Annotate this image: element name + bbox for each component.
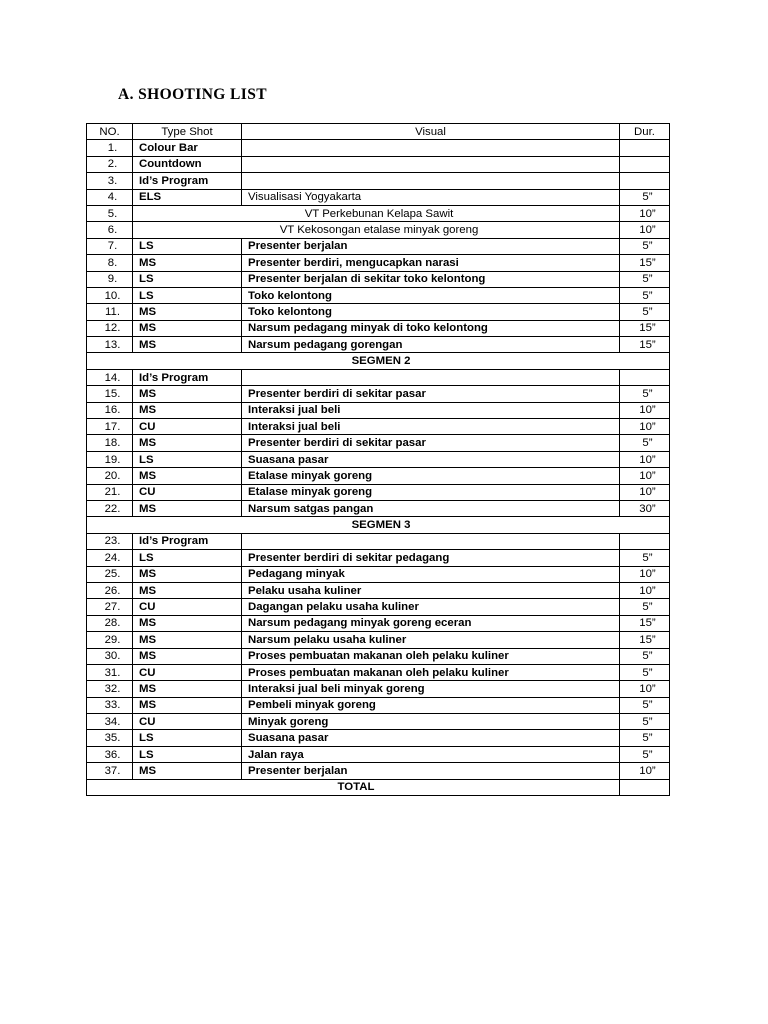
table-row [87, 287, 670, 303]
row-visual: Pembeli minyak goreng [242, 697, 620, 713]
table-row [87, 763, 670, 779]
row-no: 33. [87, 697, 133, 713]
row-duration: 5” [620, 435, 670, 451]
row-no: 8. [87, 255, 133, 271]
table-row [87, 386, 670, 402]
row-no: 26. [87, 582, 133, 598]
row-no: 30. [87, 648, 133, 664]
table-row [87, 484, 670, 500]
table-row [87, 337, 670, 353]
row-no: 12. [87, 320, 133, 336]
row-type: MS [133, 566, 242, 582]
row-no: 11. [87, 304, 133, 320]
row-no: 31. [87, 664, 133, 680]
row-visual: VT Perkebunan Kelapa Sawit [133, 205, 620, 221]
row-type: MS [133, 582, 242, 598]
table-row [87, 746, 670, 762]
row-duration: 5” [620, 648, 670, 664]
row-visual: Narsum pedagang minyak goreng eceran [242, 615, 620, 631]
row-duration: 5” [620, 714, 670, 730]
table-row [87, 550, 670, 566]
row-duration: 5” [620, 304, 670, 320]
row-no: 22. [87, 500, 133, 516]
row-duration [620, 173, 670, 189]
row-no: 37. [87, 763, 133, 779]
row-type: MS [133, 697, 242, 713]
row-no: 1. [87, 140, 133, 156]
table-row [87, 320, 670, 336]
table-row [87, 566, 670, 582]
row-type: MS [133, 681, 242, 697]
row-no: 9. [87, 271, 133, 287]
table-row [87, 632, 670, 648]
row-type: MS [133, 632, 242, 648]
row-no: 25. [87, 566, 133, 582]
row-no: 32. [87, 681, 133, 697]
row-duration: 15” [620, 337, 670, 353]
row-duration: 15” [620, 615, 670, 631]
row-visual: Narsum pedagang minyak di toko kelontong [242, 320, 620, 336]
row-no: 2. [87, 156, 133, 172]
shooting-list-table [86, 123, 670, 796]
table-row [87, 730, 670, 746]
row-type: MS [133, 386, 242, 402]
table-row [87, 697, 670, 713]
row-no: 14. [87, 369, 133, 385]
row-visual: Presenter berjalan di sekitar toko kelontong [242, 271, 620, 287]
row-no: 17. [87, 419, 133, 435]
row-visual [242, 533, 620, 549]
segment-2-label: SEGMEN 2 [87, 353, 670, 369]
row-visual: Pelaku usaha kuliner [242, 582, 620, 598]
row-duration: 15” [620, 255, 670, 271]
row-type: LS [133, 746, 242, 762]
row-visual: Presenter berdiri di sekitar pedagang [242, 550, 620, 566]
row-no: 16. [87, 402, 133, 418]
row-visual: Visualisasi Yogyakarta [242, 189, 620, 205]
row-no: 36. [87, 746, 133, 762]
row-type: Id’s Program [133, 173, 242, 189]
row-type: CU [133, 664, 242, 680]
total-value [620, 779, 670, 795]
row-visual: Dagangan pelaku usaha kuliner [242, 599, 620, 615]
row-visual: VT Kekosongan etalase minyak goreng [133, 222, 620, 238]
row-no: 29. [87, 632, 133, 648]
row-type: MS [133, 304, 242, 320]
row-visual: Jalan raya [242, 746, 620, 762]
row-visual: Proses pembuatan makanan oleh pelaku kuliner [242, 648, 620, 664]
row-type: Id’s Program [133, 533, 242, 549]
row-no: 21. [87, 484, 133, 500]
table-row [87, 500, 670, 516]
row-visual: Presenter berdiri, mengucapkan narasi [242, 255, 620, 271]
row-duration: 5” [620, 664, 670, 680]
table-row [87, 255, 670, 271]
segment-row [87, 517, 670, 533]
row-visual: Interaksi jual beli [242, 402, 620, 418]
row-no: 10. [87, 287, 133, 303]
row-no: 18. [87, 435, 133, 451]
row-type: MS [133, 500, 242, 516]
row-duration [620, 369, 670, 385]
row-no: 15. [87, 386, 133, 402]
table-row [87, 205, 670, 221]
row-type: MS [133, 468, 242, 484]
row-no: 6. [87, 222, 133, 238]
row-duration: 10” [620, 205, 670, 221]
table-row [87, 648, 670, 664]
row-type: LS [133, 550, 242, 566]
row-duration: 10” [620, 763, 670, 779]
row-visual: Etalase minyak goreng [242, 484, 620, 500]
row-visual: Interaksi jual beli minyak goreng [242, 681, 620, 697]
row-visual: Presenter berjalan [242, 763, 620, 779]
row-duration: 5” [620, 189, 670, 205]
row-type: CU [133, 599, 242, 615]
row-type: MS [133, 255, 242, 271]
row-type: CU [133, 714, 242, 730]
total-row [87, 779, 670, 795]
row-duration: 5” [620, 271, 670, 287]
row-no: 19. [87, 451, 133, 467]
total-label: TOTAL [87, 779, 620, 795]
row-duration: 10” [620, 419, 670, 435]
row-duration: 5” [620, 238, 670, 254]
row-duration: 5” [620, 287, 670, 303]
row-visual: Toko kelontong [242, 287, 620, 303]
row-type: LS [133, 271, 242, 287]
row-visual: Minyak goreng [242, 714, 620, 730]
row-type: MS [133, 337, 242, 353]
row-type: Colour Bar [133, 140, 242, 156]
row-duration: 5” [620, 550, 670, 566]
row-type: MS [133, 648, 242, 664]
row-type: MS [133, 615, 242, 631]
row-visual [242, 140, 620, 156]
row-type: Countdown [133, 156, 242, 172]
row-no: 20. [87, 468, 133, 484]
table-row [87, 140, 670, 156]
header-visual: Visual [242, 124, 620, 140]
header-duration: Dur. [620, 124, 670, 140]
row-visual: Interaksi jual beli [242, 419, 620, 435]
row-duration: 10” [620, 582, 670, 598]
segment-3-label: SEGMEN 3 [87, 517, 670, 533]
row-type: LS [133, 238, 242, 254]
row-type: LS [133, 287, 242, 303]
row-visual: Presenter berdiri di sekitar pasar [242, 435, 620, 451]
row-duration: 10” [620, 222, 670, 238]
table-row [87, 681, 670, 697]
row-type: MS [133, 763, 242, 779]
row-duration: 10” [620, 451, 670, 467]
table-row [87, 222, 670, 238]
row-visual: Narsum pelaku usaha kuliner [242, 632, 620, 648]
row-visual: Pedagang minyak [242, 566, 620, 582]
row-duration: 5” [620, 599, 670, 615]
row-visual: Toko kelontong [242, 304, 620, 320]
header-no: NO. [87, 124, 133, 140]
table-row [87, 238, 670, 254]
row-visual: Narsum pedagang gorengan [242, 337, 620, 353]
row-type: Id’s Program [133, 369, 242, 385]
table-row [87, 533, 670, 549]
row-duration: 10” [620, 468, 670, 484]
row-duration: 10” [620, 402, 670, 418]
row-type: MS [133, 435, 242, 451]
row-no: 24. [87, 550, 133, 566]
table-row [87, 369, 670, 385]
table-row [87, 714, 670, 730]
row-no: 34. [87, 714, 133, 730]
table-header-row [87, 124, 670, 140]
row-visual [242, 173, 620, 189]
row-duration [620, 140, 670, 156]
row-duration: 5” [620, 697, 670, 713]
row-no: 7. [87, 238, 133, 254]
row-no: 23. [87, 533, 133, 549]
table-row [87, 435, 670, 451]
row-duration: 10” [620, 681, 670, 697]
table-row [87, 615, 670, 631]
segment-row [87, 353, 670, 369]
row-type: ELS [133, 189, 242, 205]
row-no: 13. [87, 337, 133, 353]
table-row [87, 451, 670, 467]
row-visual [242, 156, 620, 172]
table-row [87, 419, 670, 435]
row-visual: Suasana pasar [242, 451, 620, 467]
row-visual: Presenter berjalan [242, 238, 620, 254]
row-visual: Suasana pasar [242, 730, 620, 746]
row-type: MS [133, 402, 242, 418]
row-duration: 10” [620, 566, 670, 582]
row-duration [620, 156, 670, 172]
row-duration: 5” [620, 730, 670, 746]
table-row [87, 271, 670, 287]
header-type-shot: Type Shot [133, 124, 242, 140]
row-type: LS [133, 451, 242, 467]
row-duration [620, 533, 670, 549]
table-row [87, 173, 670, 189]
table-row [87, 599, 670, 615]
table-row [87, 664, 670, 680]
row-no: 3. [87, 173, 133, 189]
table-row [87, 402, 670, 418]
row-duration: 5” [620, 386, 670, 402]
table-row [87, 156, 670, 172]
table-row [87, 304, 670, 320]
row-duration: 5” [620, 746, 670, 762]
row-no: 27. [87, 599, 133, 615]
row-duration: 30” [620, 500, 670, 516]
row-visual: Narsum satgas pangan [242, 500, 620, 516]
row-no: 4. [87, 189, 133, 205]
row-visual: Proses pembuatan makanan oleh pelaku kuliner [242, 664, 620, 680]
row-visual: Presenter berdiri di sekitar pasar [242, 386, 620, 402]
row-no: 5. [87, 205, 133, 221]
row-visual [242, 369, 620, 385]
row-duration: 10” [620, 484, 670, 500]
row-no: 35. [87, 730, 133, 746]
row-no: 28. [87, 615, 133, 631]
table-row [87, 189, 670, 205]
row-type: CU [133, 419, 242, 435]
row-visual: Etalase minyak goreng [242, 468, 620, 484]
row-type: CU [133, 484, 242, 500]
row-type: LS [133, 730, 242, 746]
page-heading: A. SHOOTING LIST [118, 86, 267, 103]
row-duration: 15” [620, 320, 670, 336]
table-row [87, 468, 670, 484]
table-row [87, 582, 670, 598]
row-duration: 15” [620, 632, 670, 648]
row-type: MS [133, 320, 242, 336]
